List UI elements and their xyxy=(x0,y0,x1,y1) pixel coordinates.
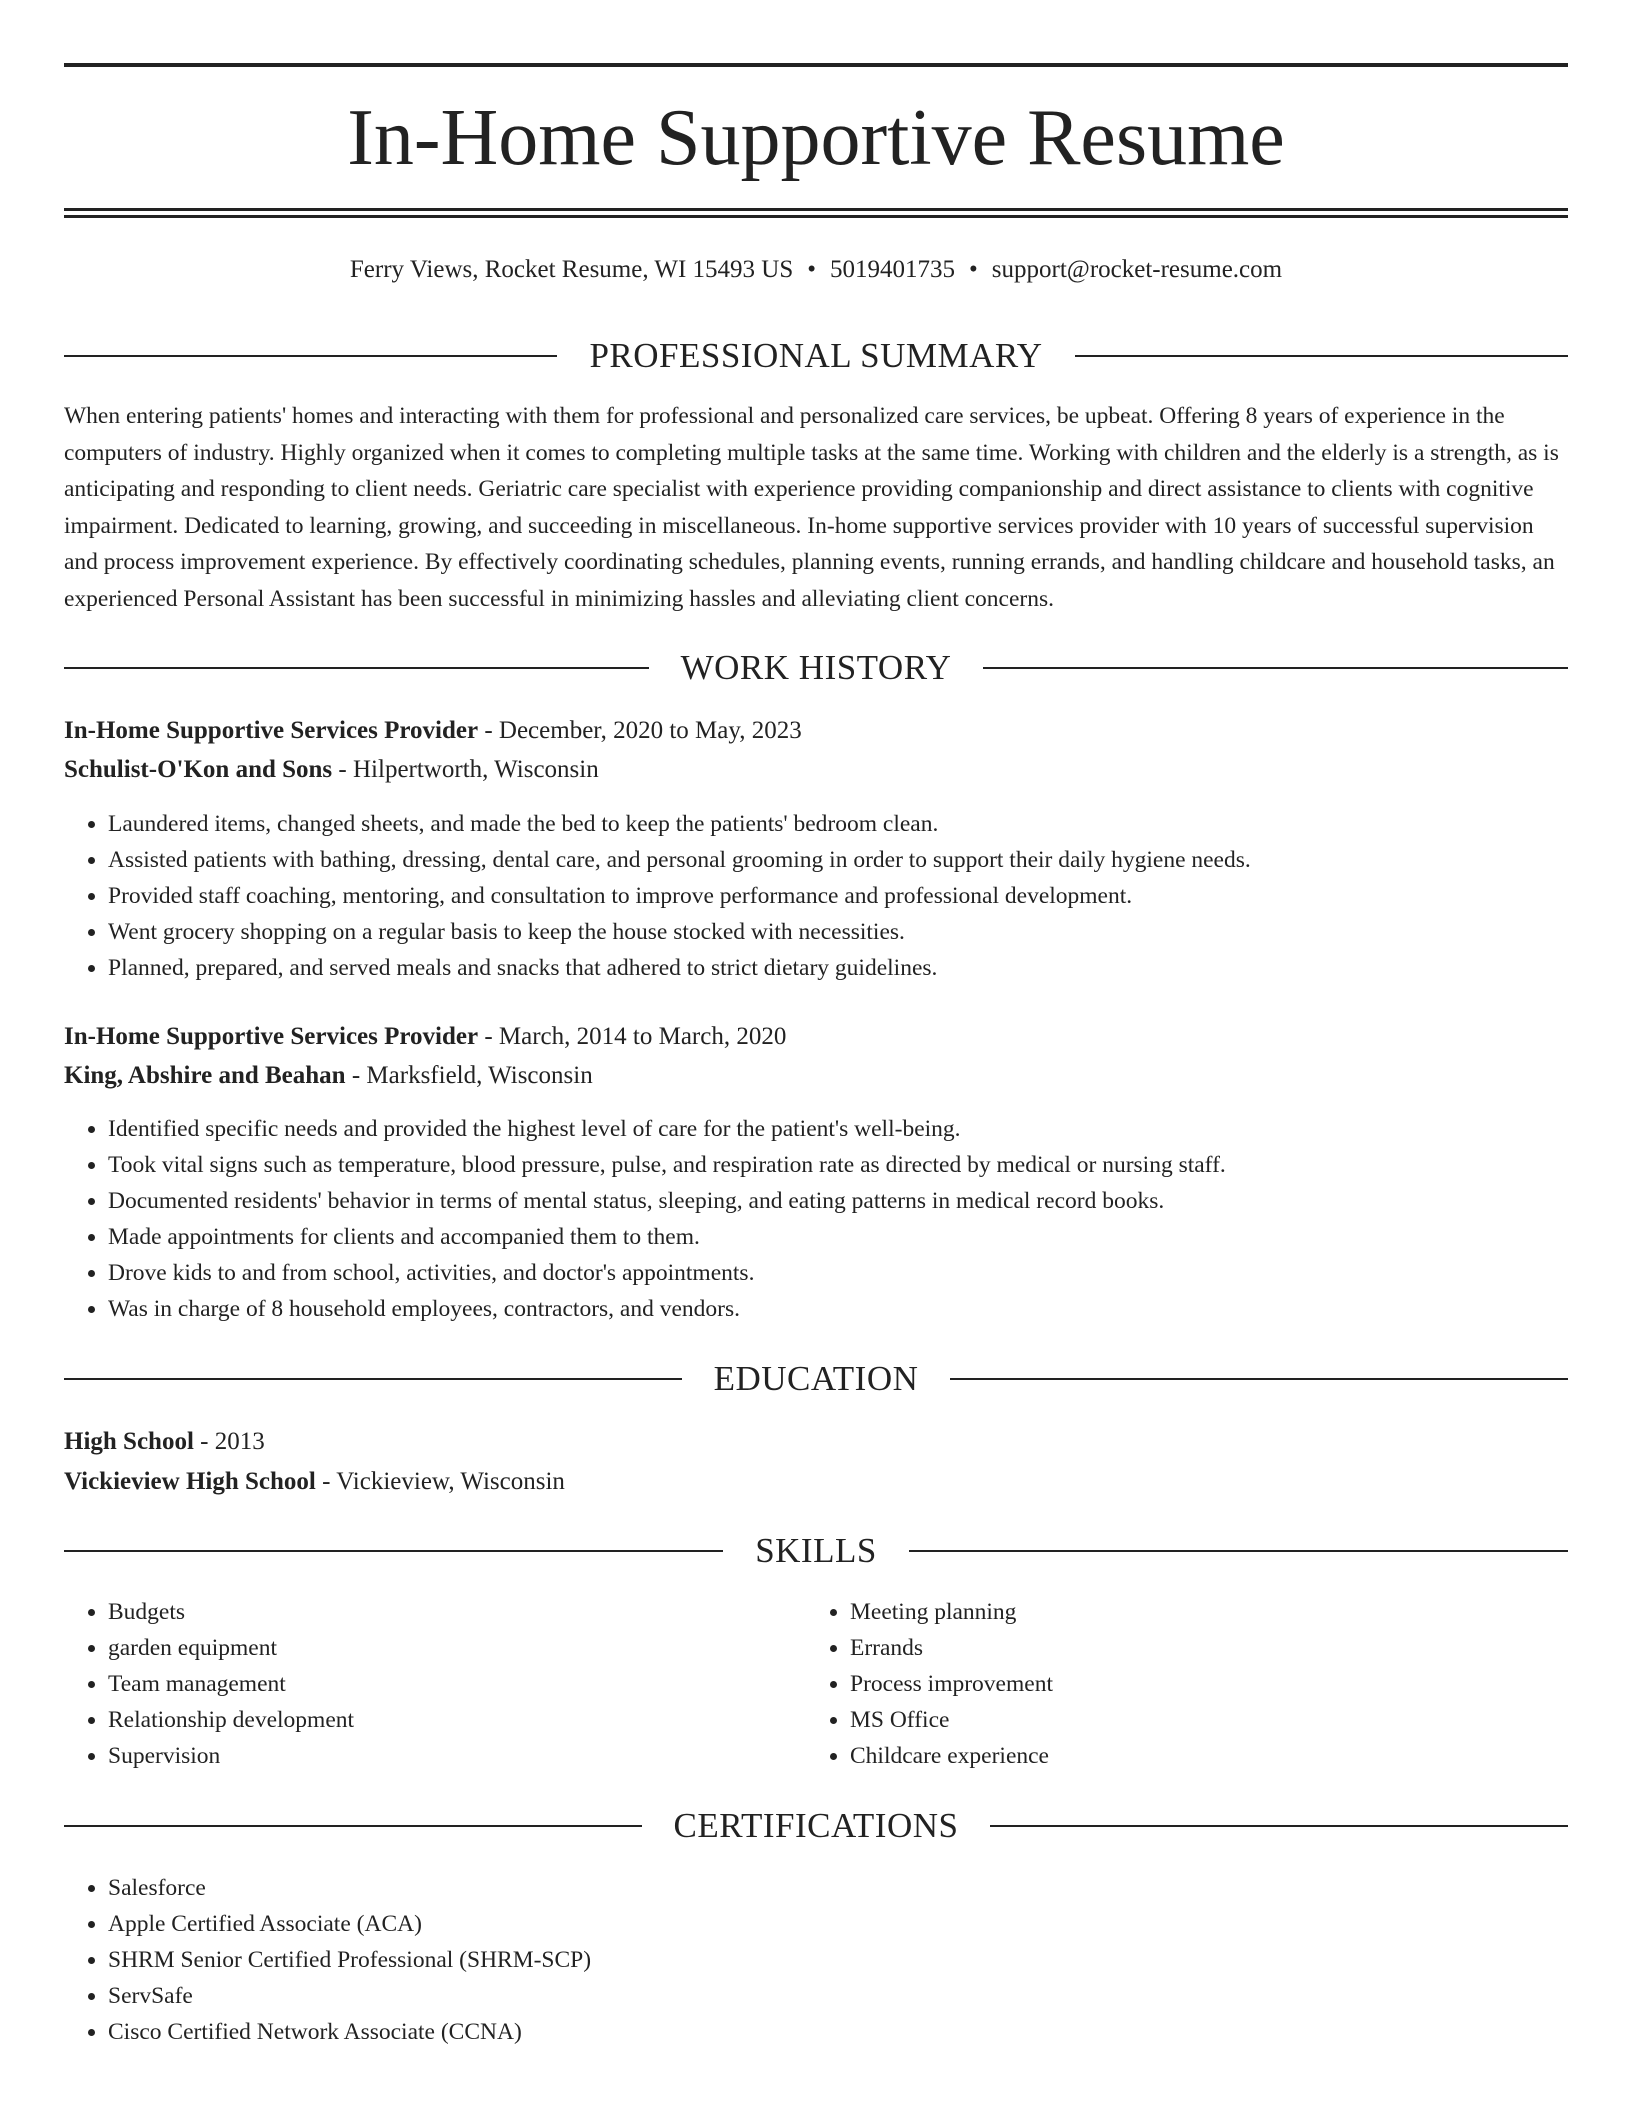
heading-rule xyxy=(64,1378,682,1380)
heading-rule xyxy=(950,1378,1568,1380)
contact-separator: • xyxy=(807,256,817,283)
list-item: • Planned, prepared, and served meals and snacks that adhered to strict dietary guidelines. xyxy=(108,950,1612,986)
list-item: • Was in charge of 8 household employees, contractors, and vendors. xyxy=(108,1291,1612,1327)
list-item: • Supervision xyxy=(108,1738,808,1774)
list-item: • Laundered items, changed sheets, and made the bed to keep the patients' bedroom clean. xyxy=(108,806,1612,842)
list-item: • SHRM Senior Certified Professional (SHRM-SCP) xyxy=(108,1942,1612,1978)
job-bullets xyxy=(64,806,1612,986)
job-title: In-Home Supportive Services Provider xyxy=(64,717,479,744)
list-item: • Took vital signs such as temperature, blood pressure, pulse, and respiration rate as directed by medical or nursing staff. xyxy=(108,1147,1612,1183)
list-item: • Cisco Certified Network Associate (CCNA) xyxy=(108,2014,1612,2050)
job-company: Schulist-O'Kon and Sons xyxy=(64,756,333,783)
education-school-line xyxy=(64,1464,1568,1500)
job-company-line xyxy=(64,1058,1568,1094)
list-item: • Identified specific needs and provided the highest level of care for the patient's well-being. xyxy=(108,1111,1612,1147)
education-degree-line xyxy=(64,1424,1568,1460)
job-dates: - March, 2014 to March, 2020 xyxy=(478,1023,787,1050)
education-year: - 2013 xyxy=(193,1428,265,1455)
contact-email: support@rocket-resume.com xyxy=(991,256,1283,283)
heading-rule xyxy=(64,355,557,357)
section-title: PROFESSIONAL SUMMARY xyxy=(589,336,1043,375)
job-location: - Hilpertworth, Wisconsin xyxy=(332,756,599,783)
contact-address: Ferry Views, Rocket Resume, WI 15493 US xyxy=(349,256,794,283)
section-title: SKILLS xyxy=(755,1531,877,1570)
heading-rule xyxy=(983,667,1568,669)
section-heading-work xyxy=(64,646,1568,690)
list-item: • Meeting planning xyxy=(850,1594,1550,1630)
job-company: King, Abshire and Beahan xyxy=(64,1062,346,1089)
certifications-list xyxy=(64,1870,1612,2050)
heading-rule xyxy=(64,667,649,669)
job-title-line xyxy=(64,1019,1568,1055)
job-location: - Marksfield, Wisconsin xyxy=(345,1062,593,1089)
list-item: • Drove kids to and from school, activities, and doctor's appointments. xyxy=(108,1255,1612,1291)
list-item: • Assisted patients with bathing, dressing, dental care, and personal grooming in order to support their daily hygiene needs. xyxy=(108,842,1612,878)
list-item: • Apple Certified Associate (ACA) xyxy=(108,1906,1612,1942)
list-item: • Childcare experience xyxy=(850,1738,1550,1774)
job-bullets xyxy=(64,1111,1612,1327)
list-item: • Budgets xyxy=(108,1594,808,1630)
list-item: • MS Office xyxy=(850,1702,1550,1738)
list-item: • Provided staff coaching, mentoring, and consultation to improve performance and professional development. xyxy=(108,878,1612,914)
contact-phone: 5019401735 xyxy=(830,256,956,283)
list-item: • Errands xyxy=(850,1630,1550,1666)
contact-separator: • xyxy=(969,256,978,283)
section-heading-summary xyxy=(64,334,1568,378)
list-item: • Process improvement xyxy=(850,1666,1550,1702)
section-heading-certifications xyxy=(64,1804,1568,1848)
section-title: CERTIFICATIONS xyxy=(673,1806,959,1845)
heading-rule xyxy=(909,1550,1568,1552)
top-rule xyxy=(64,63,1568,67)
job-title: In-Home Supportive Services Provider xyxy=(64,1023,479,1050)
skills-list-left xyxy=(64,1594,808,1774)
list-item: • Went grocery shopping on a regular basis to keep the house stocked with necessities. xyxy=(108,914,1612,950)
heading-rule xyxy=(990,1825,1568,1827)
section-heading-education xyxy=(64,1357,1568,1401)
list-item: • Team management xyxy=(108,1666,808,1702)
list-item: • Salesforce xyxy=(108,1870,1612,1906)
job-title-line xyxy=(64,713,1568,749)
section-title: EDUCATION xyxy=(713,1359,919,1398)
education-degree: High School xyxy=(64,1428,194,1455)
list-item: • ServSafe xyxy=(108,1978,1612,2014)
list-item: • Documented residents' behavior in terms of mental status, sleeping, and eating patterns in medical record books. xyxy=(108,1183,1612,1219)
summary-text: When entering patients' homes and interacting with them for professional and personalized care services, be upbeat. Offering 8 years of experience in the computers of industry. Highly organized when it comes to completing multiple tasks at the same time. Working with children and the elderly is a strength, as is anticipating and responding to client needs. Geriatric care specialist with experience providing companionship and direct assistance to clients with cognitive impairment. Dedicated to learning, growing, and succeeding in miscellaneous. In-home supportive services provider with 10 years of successful supervision and process improvement experience. By effectively coordinating schedules, planning events, running errands, and handling childcare and household tasks, an experienced Personal Assistant has been successful in minimizing hassles and alleviating client concerns. xyxy=(64,403,1559,612)
job-company-line xyxy=(64,752,1568,788)
heading-rule xyxy=(1075,355,1568,357)
list-item: • garden equipment xyxy=(108,1630,808,1666)
education-location: - Vickieview, Wisconsin xyxy=(315,1468,565,1495)
contact-line xyxy=(64,252,1568,288)
heading-rule xyxy=(64,1550,723,1552)
list-item: • Relationship development xyxy=(108,1702,808,1738)
heading-rule xyxy=(64,1825,642,1827)
list-item: • Made appointments for clients and accompanied them to them. xyxy=(108,1219,1612,1255)
education-school: Vickieview High School xyxy=(64,1468,316,1495)
resume-title: In-Home Supportive Resume xyxy=(347,94,1285,182)
section-heading-skills xyxy=(64,1529,1568,1573)
skills-list-right xyxy=(806,1594,1550,1774)
section-title: WORK HISTORY xyxy=(680,648,952,687)
title-rule-lower xyxy=(64,215,1568,218)
title-rule-upper xyxy=(64,208,1568,211)
job-dates: - December, 2020 to May, 2023 xyxy=(478,717,802,744)
